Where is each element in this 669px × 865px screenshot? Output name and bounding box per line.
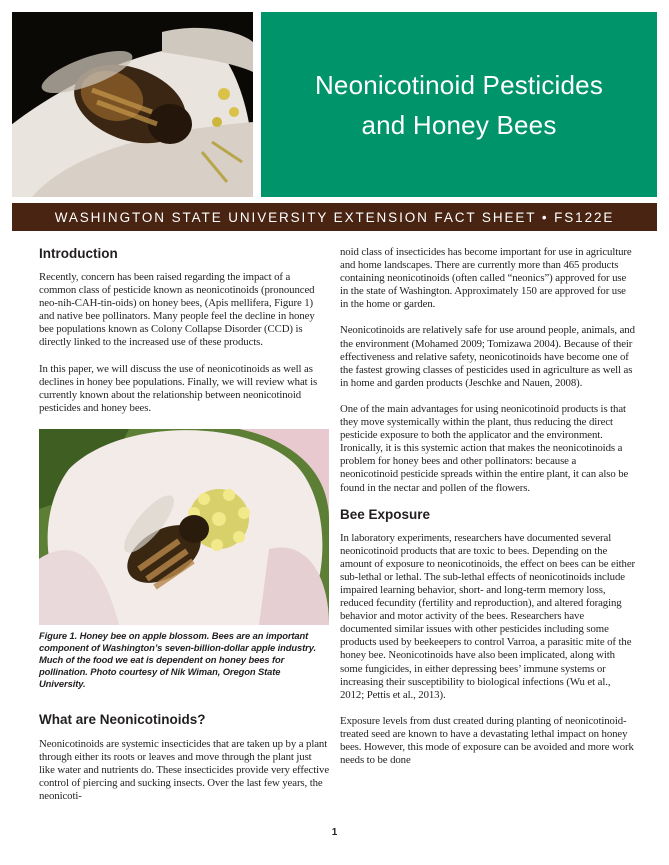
banner-text: WASHINGTON STATE UNIVERSITY EXTENSION FACT SHEET • FS122E [54,209,615,225]
bee-exposure-paragraph-2: Exposure levels from dust created during planting of neonicotinoid-treated seed are known to have a devastating lethal impact on honey bees. However, this mode of exposure can be avoided and more work needs to be done [340,714,634,767]
intro-paragraph-1: Recently, concern has been raised regarding the impact of a common class of pesticide known as neonicotinoids (pronounced neo-nih-CAH-tin-oids) on honey bees, (Apis mellifera, Figure 1) and native bee pollinators. Many people feel the decline in honey bee populations known as Colony Collapse Disorder (CCD) is directly linked to the increased use of these products. [39,271,315,349]
figure-1-caption: Figure 1. Honey bee on apple blossom. Bees are an important component of Washington’s seven-billion-dollar apple industry. Much of the food we eat is dependent on honey bees for pollination. Photo courtesy of Nik Wiman, Oregon State University. [39,629,316,689]
right-paragraph-1: noid class of insecticides has become important for use in agriculture and home landscapes. There are currently more than 465 products containing neonicotinoids (often called “neonics”) approved for use in the state of Washington. Approximately 150 are approved for use in the home or garden. [340,246,632,311]
page-number: 1 [331,827,338,838]
title-line-2: and Honey Bees [361,109,557,140]
figure-1-photo [39,429,329,625]
introduction-heading: Introduction [39,246,118,261]
right-column [340,246,635,767]
right-paragraph-2: Neonicotinoids are relatively safe for use around people, animals, and the environment (Mohamed 2009; Tomizawa 2004). Because of their effectiveness and relative safety, neonicotinoids have become one of the fastest growing classes of pesticides used in agriculture as well as in home and garden products (Jeschke and Nauen, 2008). [340,324,635,389]
right-paragraph-3: One of the main advantages for using neonicotinoid products is that they move systemically within the plant, thus reducing the direct pesticide exposure to both the applicator and the environment. Ironically, it is this systemic action that makes the neonicotinoids a problem for honey bees and other pollinators: because a neonicotinoid pesticide spreads within the entire plant, it can also be found in the nectar and pollen of the flowers. [340,402,629,494]
fact-sheet-banner [12,203,657,231]
bee-exposure-paragraph-1: In laboratory experiments, researchers have documented several neonicotinoid products that are toxic to bees. Depending on the amount of exposure to neonicotinoids, the effect on bees can be either sub-lethal or lethal. The sub-lethal effects of neonicotinoids include impaired learning behavior, short- and long-term memory loss, reduced fecundity (fertility and reproduction), and altered foraging behavior and motor activity of the bees. Researchers have documented similar issues with other pesticides including some products used by beekeepers to control Varroa, a parasitic mite of the honey bee. Neonicotinoids have also been implicated, along with some fungicides, in either depressing bees’ immune systems or increasing their susceptibility to biological infections (Wu et al., 2012; Pettis et al., 2013). [340,531,636,701]
title-line-1: Neonicotinoid Pesticides [314,69,604,100]
title-block [261,12,657,197]
header-bee-photo [12,12,253,197]
neonicotinoids-heading: What are Neonicotinoids? [39,711,206,727]
left-column [39,246,329,803]
neonicotinoids-paragraph-1: Neonicotinoids are systemic insecticides that are taken up by a plant through either its roots or leaves and move through the plant just like water and nutrients do. These insecticides provide very effective control of piercing and sucking insects. Over the last few years, the neonicoti- [39,737,330,803]
intro-paragraph-2: In this paper, we will discuss the use of neonicotinoids as well as declines in honey bee populations. Finally, we will review what is currently known about the relationship between neonicotinoid pesticides and honey bees. [39,362,318,414]
bee-exposure-heading: Bee Exposure [340,506,431,522]
